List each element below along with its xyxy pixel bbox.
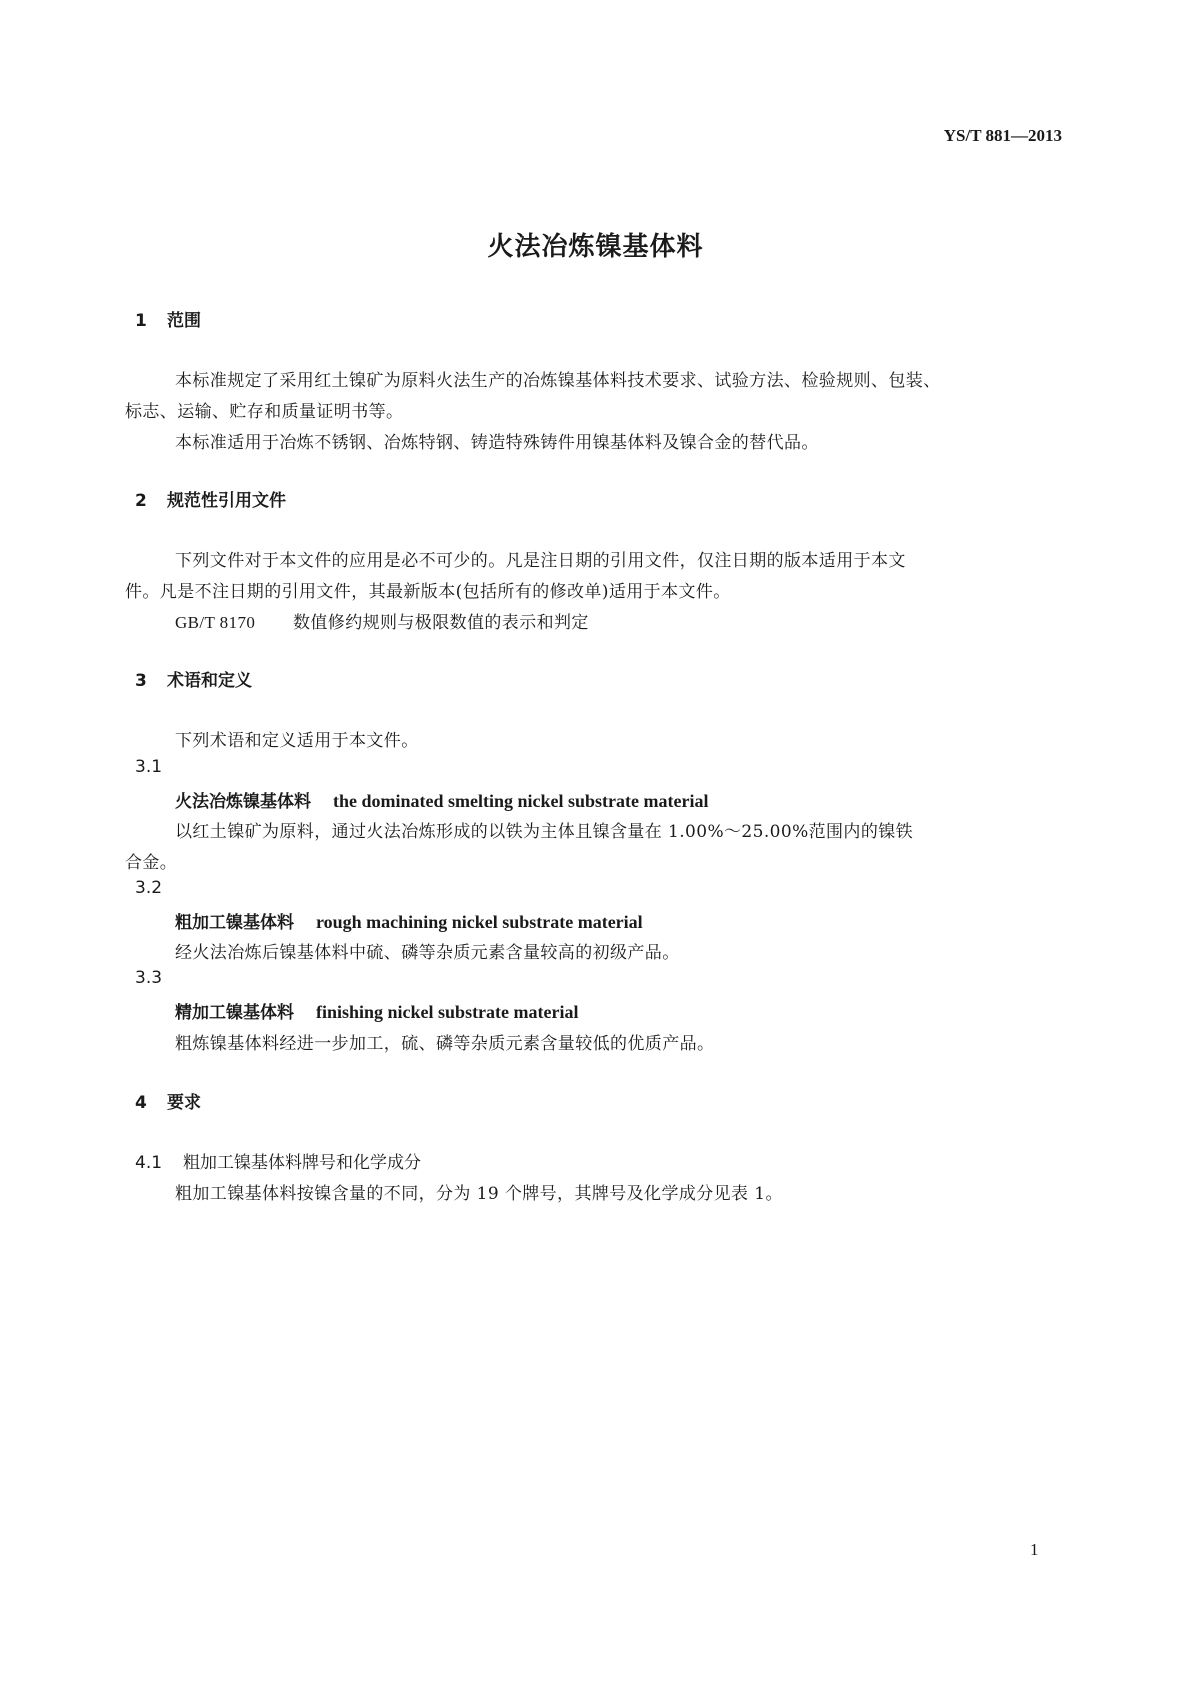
section-title: 术语和定义	[167, 671, 252, 691]
term-3-1-definition-line-1: 以红土镍矿为原料，通过火法冶炼形成的以铁为主体且镍含量在 1.00%～25.00%范围内的镍铁	[175, 822, 914, 842]
s2-paragraph-1-line-1: 下列文件对于本文件的应用是必不可少的。凡是注日期的引用文件，仅注日期的版本适用于本文	[175, 551, 906, 571]
section-2-heading	[135, 486, 286, 511]
section-number: 1	[135, 311, 147, 331]
term-3-3	[175, 998, 579, 1023]
page-number: 1	[1030, 1540, 1039, 1559]
section-3-heading	[135, 666, 252, 691]
reference-title: 数值修约规则与极限数值的表示和判定	[293, 613, 589, 633]
term-number: 3.3	[135, 968, 163, 988]
normative-reference	[175, 608, 589, 633]
term-zh: 精加工镍基体料	[175, 1003, 294, 1023]
term-3-1-definition-line-2: 合金。	[125, 853, 178, 873]
section-4-heading	[135, 1088, 201, 1113]
document-title: 火法冶炼镍基体料	[487, 232, 704, 262]
s1-paragraph-2: 本标准适用于冶炼不锈钢、冶炼特钢、铸造特殊铸件用镍基体料及镍合金的替代品。	[175, 433, 819, 453]
term-3-3-definition: 粗炼镍基体料经进一步加工，硫、磷等杂质元素含量较低的优质产品。	[175, 1034, 715, 1054]
clause-4-1-heading	[135, 1148, 421, 1173]
section-number: 2	[135, 491, 147, 511]
term-en: rough machining nickel substrate material	[316, 912, 643, 932]
section-title: 要求	[167, 1093, 201, 1113]
s3-intro: 下列术语和定义适用于本文件。	[175, 731, 419, 751]
s1-paragraph-1-line-2: 标志、运输、贮存和质量证明书等。	[125, 402, 404, 422]
section-1-heading	[135, 306, 201, 331]
s2-paragraph-1-line-2: 件。凡是不注日期的引用文件，其最新版本(包括所有的修改单)适用于本文件。	[125, 582, 731, 602]
section-number: 4	[135, 1093, 147, 1113]
term-3-2-definition: 经火法冶炼后镍基体料中硫、磷等杂质元素含量较高的初级产品。	[175, 943, 680, 963]
term-3-2	[175, 908, 643, 933]
term-number: 3.1	[135, 757, 163, 777]
clause-title: 粗加工镍基体料牌号和化学成分	[183, 1153, 421, 1173]
clause-number: 4.1	[135, 1153, 163, 1173]
term-number: 3.2	[135, 878, 163, 898]
reference-code: GB/T 8170	[175, 613, 256, 632]
clause-4-1-text: 粗加工镍基体料按镍含量的不同，分为 19 个牌号，其牌号及化学成分见表 1。	[175, 1184, 783, 1204]
term-zh: 粗加工镍基体料	[175, 913, 294, 933]
standard-code: YS/T 881—2013	[943, 126, 1062, 145]
section-title: 规范性引用文件	[167, 491, 286, 511]
term-en: finishing nickel substrate material	[316, 1002, 579, 1022]
term-en: the dominated smelting nickel substrate material	[333, 791, 709, 811]
term-zh: 火法冶炼镍基体料	[175, 792, 311, 812]
term-3-1	[175, 787, 708, 812]
s1-paragraph-1-line-1: 本标准规定了采用红土镍矿为原料火法生产的冶炼镍基体料技术要求、试验方法、检验规则、包装、	[175, 371, 941, 391]
section-title: 范围	[167, 311, 201, 331]
section-number: 3	[135, 671, 147, 691]
